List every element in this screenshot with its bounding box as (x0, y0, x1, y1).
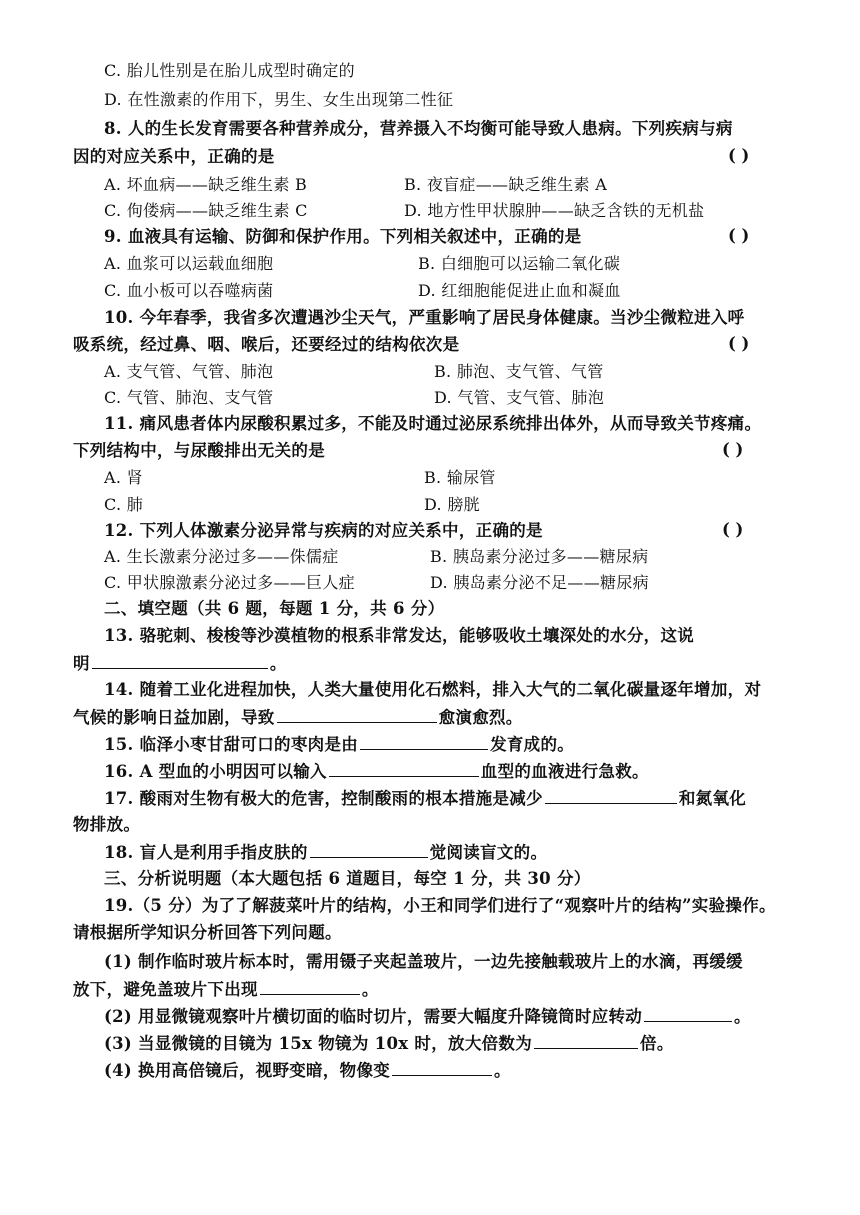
q19-part1-line2 (73, 978, 379, 1001)
q11-option-a: A. 肾 (104, 468, 143, 487)
q8-option-a: A. 坏血病——缺乏维生素 B (104, 175, 308, 194)
q19-part4-text-before-blank: (4) 换用高倍镜后，视野变暗，物像变 (104, 1061, 391, 1080)
q8-stem-line2: 因的对应关系中，正确的是 (73, 147, 275, 166)
q19-stem-line2: 请根据所学知识分析回答下列问题。 (73, 923, 342, 942)
q7-option-c: C. 胎儿性别是在胎儿成型时确定的 (104, 61, 355, 80)
q10-option-c: C. 气管、肺泡、支气管 (104, 388, 274, 407)
q18-text-before-blank: 18. 盲人是利用手指皮肤的 (104, 843, 308, 862)
q10-option-d: D. 气管、支气管、肺泡 (434, 388, 605, 407)
q14-text-before-blank: 气候的影响日益加剧，导致 (73, 708, 275, 727)
q15-text-after-blank: 发育成的。 (490, 735, 575, 754)
section3-title: 三、分析说明题（本大题包括 6 道题目，每空 1 分，共 30 分） (104, 869, 591, 888)
q19-part1-text-before-blank: 放下，避免盖玻片下出现 (73, 980, 258, 999)
q16-answer-blank[interactable] (329, 760, 479, 777)
q11-stem-line1: 11. 痛风患者体内尿酸积累过多，不能及时通过泌尿系统排出体外，从而导致关节疼痛。 (104, 414, 762, 433)
q19-part2-text-before-blank: (2) 用显微镜观察叶片横切面的临时切片，需要大幅度升降镜筒时应转动 (104, 1007, 643, 1026)
q8-option-c: C. 佝偻病——缺乏维生素 C (104, 201, 308, 220)
q12-answer-paren: ( ) (722, 520, 744, 539)
q14-text-after-blank: 愈演愈烈。 (438, 708, 523, 727)
q18-text-after-blank: 觉阅读盲文的。 (429, 843, 548, 862)
q17-line2: 物排放。 (73, 815, 141, 834)
q19-part4-line (104, 1059, 511, 1082)
q19-part3-answer-blank[interactable] (534, 1032, 638, 1049)
q12-option-a: A. 生长激素分泌过多——侏儒症 (104, 547, 339, 566)
q19-stem-line1: 19.（5 分）为了了解菠菜叶片的结构，小王和同学们进行了“观察叶片的结构”实验操作。 (104, 896, 776, 915)
q19-part2-text-after-blank: 。 (734, 1007, 751, 1026)
q19-part1-line1: (1) 制作临时玻片标本时，需用镊子夹起盖玻片，一边先接触载玻片上的水滴，再缓缓 (104, 952, 743, 971)
q9-option-b: B. 白细胞可以运输二氧化碳 (418, 254, 621, 273)
q19-part1-text-after-blank: 。 (361, 980, 379, 999)
q14-stem-line1: 14. 随着工业化进程加快，人类大量使用化石燃料，排入大气的二氧化碳量逐年增加，对 (104, 680, 762, 699)
q19-part4-text-after-blank: 。 (494, 1061, 511, 1080)
q12-stem: 12. 下列人体激素分泌异常与疾病的对应关系中，正确的是 (104, 521, 543, 540)
q8-option-b: B. 夜盲症——缺乏维生素 A (404, 175, 608, 194)
q13-answer-blank[interactable] (92, 652, 268, 669)
q10-stem-line2: 吸系统，经过鼻、咽、喉后，还要经过的结构依次是 (73, 335, 460, 354)
q9-option-c: C. 血小板可以吞噬病菌 (104, 281, 274, 300)
q19-part4-answer-blank[interactable] (392, 1059, 492, 1076)
q19-part3-text-before-blank: (3) 当显微镜的目镜为 15x 物镜为 10x 时，放大倍数为 (104, 1034, 533, 1053)
q10-stem-line1: 10. 今年春季，我省多次遭遇沙尘天气，严重影响了居民身体健康。当沙尘微粒进入呼 (104, 308, 745, 327)
q16-text-before-blank: 16. A 型血的小明因可以输入 (104, 762, 327, 781)
q8-stem-line1: 8. 人的生长发育需要各种营养成分，营养摄入不均衡可能导致人患病。下列疾病与病 (104, 119, 733, 138)
q14-stem-line2 (73, 706, 523, 729)
q17-line1 (104, 787, 746, 810)
q8-option-d: D. 地方性甲状腺肿——缺乏含铁的无机盐 (404, 201, 705, 220)
q9-stem: 9. 血液具有运输、防御和保护作用。下列相关叙述中，正确的是 (104, 227, 582, 246)
section2-title: 二、填空题（共 6 题，每题 1 分，共 6 分） (104, 599, 445, 618)
q11-option-c: C. 肺 (104, 495, 144, 514)
q17-text-before-blank: 17. 酸雨对生物有极大的危害，控制酸雨的根本措施是减少 (104, 789, 543, 808)
q7-option-d: D. 在性激素的作用下，男生、女生出现第二性征 (104, 90, 454, 109)
q9-option-d: D. 红细胞能促进止血和凝血 (418, 281, 621, 300)
q15-text-before-blank: 15. 临泽小枣甘甜可口的枣肉是由 (104, 735, 359, 754)
q12-option-d: D. 胰岛素分泌不足——糖尿病 (430, 573, 649, 592)
q13-stem-line1: 13. 骆驼刺、梭梭等沙漠植物的根系非常发达，能够吸收土壤深处的水分，这说 (104, 626, 695, 645)
q19-part3-text-after-blank: 倍。 (640, 1034, 674, 1053)
q15-answer-blank[interactable] (360, 733, 488, 750)
q13-text-after-blank: 。 (269, 654, 287, 673)
q13-text-before-blank: 明 (73, 654, 90, 673)
q11-option-d: D. 膀胱 (424, 495, 480, 514)
q9-option-a: A. 血浆可以运载血细胞 (104, 254, 274, 273)
q12-option-c: C. 甲状腺激素分泌过多——巨人症 (104, 573, 355, 592)
q10-answer-paren: ( ) (728, 334, 750, 353)
q19-part2-answer-blank[interactable] (644, 1005, 732, 1022)
q18-answer-blank[interactable] (310, 841, 428, 858)
q11-option-b: B. 输尿管 (424, 468, 496, 487)
q12-option-b: B. 胰岛素分泌过多——糖尿病 (430, 547, 649, 566)
q11-answer-paren: ( ) (722, 440, 744, 459)
q9-answer-paren: ( ) (728, 226, 750, 245)
q19-part2-line (104, 1005, 751, 1028)
q19-part3-line (104, 1032, 674, 1055)
q16-line (104, 760, 649, 783)
q8-answer-paren: ( ) (728, 146, 750, 165)
q19-part1-answer-blank[interactable] (260, 978, 360, 995)
q11-stem-line2: 下列结构中，与尿酸排出无关的是 (73, 441, 325, 460)
q17-answer-blank[interactable] (545, 787, 677, 804)
q18-line (104, 841, 547, 864)
q13-stem-line2 (73, 652, 287, 675)
q17-text-after-blank: 和氮氧化 (678, 789, 747, 808)
q15-line (104, 733, 574, 756)
q16-text-after-blank: 血型的血液进行急救。 (480, 762, 649, 781)
q10-option-b: B. 肺泡、支气管、气管 (434, 362, 604, 381)
q14-answer-blank[interactable] (277, 706, 437, 723)
q10-option-a: A. 支气管、气管、肺泡 (104, 362, 274, 381)
